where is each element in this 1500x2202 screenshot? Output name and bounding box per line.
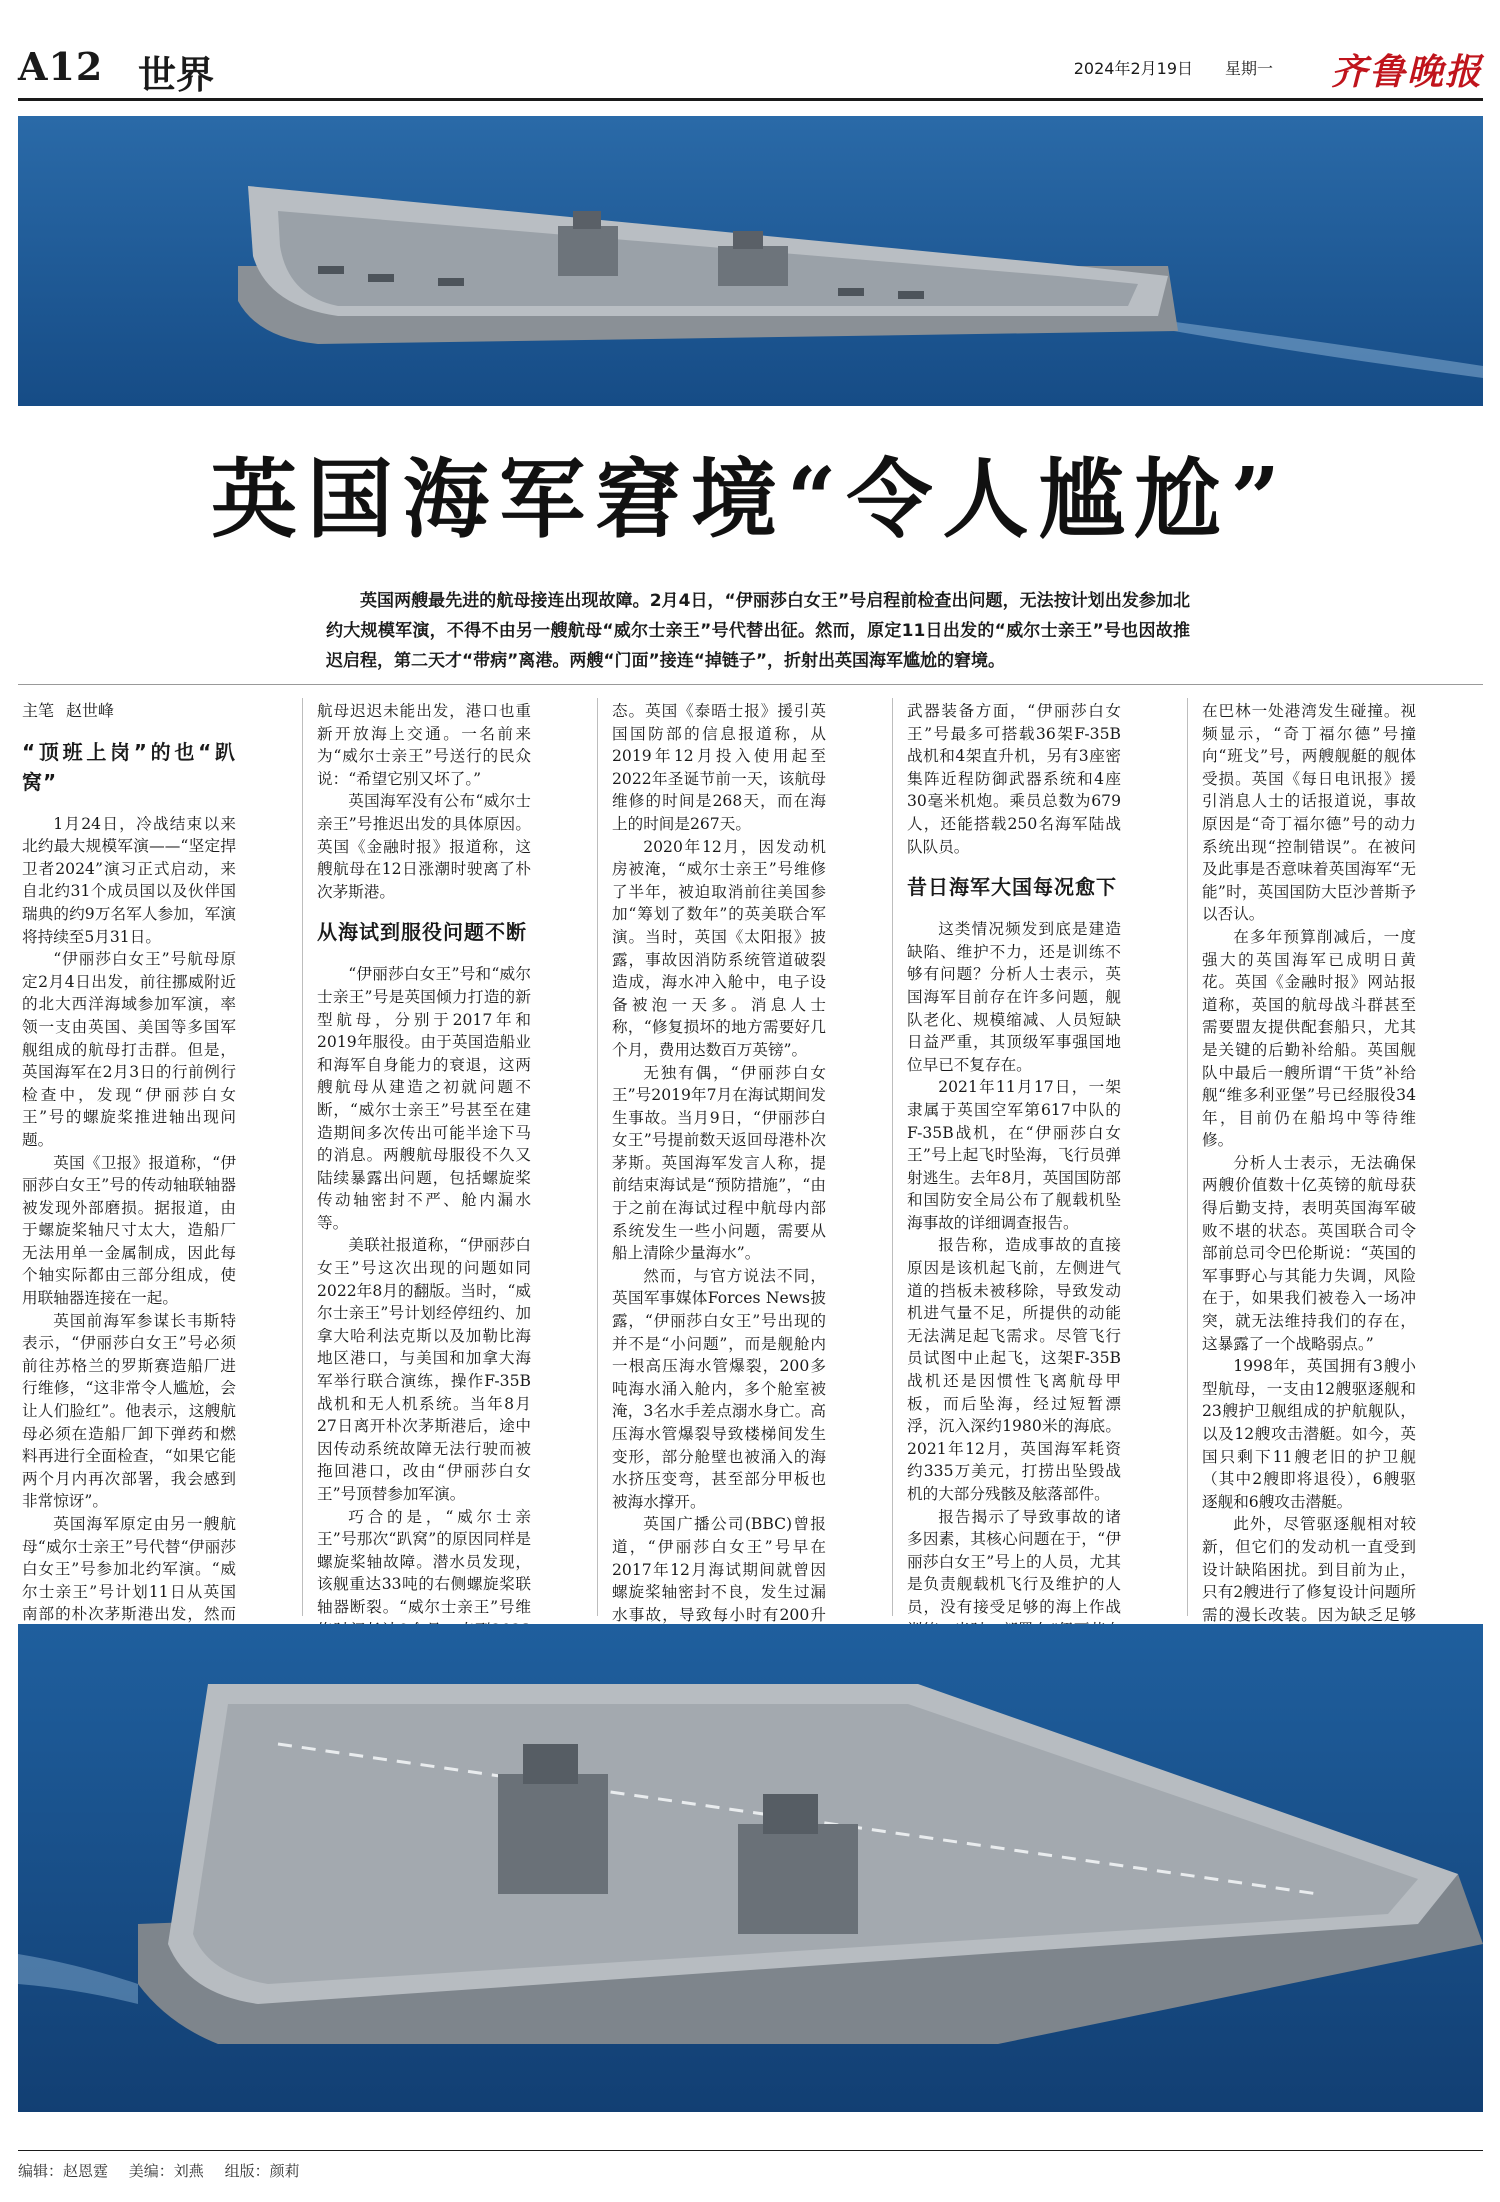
byline-name: 赵世峰 [66, 701, 115, 720]
body-paragraph: 报告称，造成事故的直接原因是该机起飞前，左侧进气道的挡板未被移除，导致发动机进气量不足，所提供的动能无法满足起飞需求。尽管飞行员试图中止起飞，这架F-35B战机还是因惯性飞离航母甲板，而后坠海，经过短暂漂浮，沉入深约1980米的海底。2021年12月，英国海军耗资约335万美元，打捞出坠毁战机的大部分残骸及舷落部件。 [907, 1236, 1121, 1503]
body-paragraph: “伊丽莎白女王”号和“威尔士亲王”号是英国倾力打造的新型航母，分别于2017年和2019年服役。由于英国造船业和海军自身能力的衰退，这两艘航母从建造之初就问题不断，“威尔士亲王”号甚至在建造期间多次传出可能半途下马的消息。两艘航母服役不久又陆续暴露出问题，包括螺旋桨传动轴密封不严、舱内漏水等。 [317, 965, 531, 1232]
lead-paragraph: 英国两艘最先进的航母接连出现故障。2月4日，“伊丽莎白女王”号启程前检查出问题，无法按计划出发参加北约大规模军演，不得不由另一艘航母“威尔士亲王”号代替出征。然而，原定11日出发的“威尔士亲王”号也因故推迟启程，第二天才“带病”离港。两艘“门面”接连“掉链子”，折射出英国海军尴尬的窘境。 [326, 591, 1190, 671]
column-divider [1187, 698, 1188, 1616]
body-paragraph: 1998年，英国拥有3艘小型航母，一支由12艘驱逐舰和23艘护卫舰组成的护航舰队，以及12艘攻击潜艇。如今，英国只剩下11艘老旧的护卫舰（其中2艘即将退役），6艘驱逐舰和6艘攻击潜艇。 [1202, 1357, 1416, 1511]
body-rule [18, 684, 1483, 685]
column-divider [892, 698, 893, 1616]
body-paragraph: 报告揭示了导致事故的诸多因素，其核心问题在于，“伊丽莎白女王”号上的人员，尤其是负责舰载机飞行及维护的人员，没有接受足够的海上作战 [907, 1507, 1121, 1616]
column-divider [597, 698, 598, 1616]
body-paragraph: 这类情况频发到底是建造缺陷、维护不力，还是训练不够有问题？分析人士表示，英国海军目前存在许多问题，舰队老化、规模缩减、人员短缺日益严重，其顶级军事强国地位早已不复存在。 [907, 920, 1121, 1074]
body-paragraph: 在多年预算削减后，一度强大的英国海军已成明日黄花。英国《金融时报》网站报道称，英国的航母战斗群甚至需要盟友提供配套船只，尤其是关键的后勤补给船。英国舰队中最后一艘所谓“干货”补给舰“维多利亚堡”号已经服役34年，目前仍在船坞中等待维修。 [1202, 927, 1416, 1150]
section-subhead: “顶班上岗”的也“趴窝” [22, 739, 236, 794]
issue-weekday: 星期一 [1224, 59, 1273, 78]
body-paragraph: 2021年11月17日，一架隶属于英国空军第617中队的F-35B战机，在“伊丽莎白女王”号上起飞时坠海，飞行员弹射逃生。去年8月，英国国防部和国防安全局公布了舰载机坠海事故的详细调查报告。 [907, 1078, 1121, 1232]
body-paragraph: 在巴林一处港湾发生碰撞。视频显示，“奇丁福尔德”号撞向“班戈”号，两艘舰艇的舰体受损。英国《每日电讯报》援引消息人士的话报道说，事故原因是“奇丁福尔德”号的动力系统出现“控制错误”。在被问及此事是否意味着英国海军“无能”时，英国国防大臣沙普斯予以否认。 [1202, 702, 1416, 924]
carrier-photo-top [18, 116, 1483, 406]
byline-label: 主笔 [22, 701, 55, 720]
body-paragraph: 2020年12月，因发动机房被淹，“威尔士亲王”号维修了半年，被迫取消前往美国参加“筹划了数年”的英美联合军演。当时，英国《太阳报》披露，事故因消防系统管道破裂造成，海水冲入舱中，电子设备被泡一天多。消息人士称，“修复损坏的地方需要好几个月，费用达数百万英镑”。 [612, 837, 826, 1059]
page-headline: 英国海军窘境“令人尴尬” [211, 449, 1290, 550]
credit-art: 美编：刘燕 [128, 2162, 204, 2180]
body-paragraph: 英国海军原定由另一艘航母“威尔士亲王”号代替“伊丽莎白女王”号参加北约军演。“威尔士亲王”号计划11日从英国南部的朴次茅斯港出发，然而 [22, 1515, 236, 1624]
body-paragraph: 分析人士表示，无法确保两艘价值数十亿英镑的航母获得后勤支持，表明英国海军破败不堪的状态。英国联合司令部前总司令巴伦斯说：“英国的军事野心与其能力失调，风险在于，如果我们被卷入一场冲突，就无法维持我们的存在，这暴露了一个战略弱点。” [1202, 1153, 1416, 1353]
credit-layout: 组版：颜莉 [224, 2162, 300, 2180]
section-subhead: 从海试到服役问题不断 [317, 920, 527, 945]
body-paragraph: 英国前海军参谋长韦斯特表示，“伊丽莎白女王”号必须前往苏格兰的罗斯赛造船厂进行维修，“这非常令人尴尬，会让人们脸红”。他表示，这艘航母必须在造船厂卸下弹药和燃料再进行全面检查，“如果它能两个月内再次部署，我会感到非常惊讶”。 [22, 1311, 236, 1511]
newspaper-masthead: 齐鲁晚报 [1330, 51, 1483, 93]
footer-rule [18, 2150, 1483, 2151]
column-divider [302, 698, 303, 1616]
body-paragraph: 1月24日，冷战结束以来北约最大规模军演——“坚定捍卫者2024”演习正式启动，来自北约31个成员国以及伙伴国瑞典的约9万名军人参加，军演将持续至5月31日。 [22, 814, 236, 946]
body-paragraph: 武器装备方面，“伊丽莎白女王”号最多可搭载36架F-35B战机和4架直升机，另有3座密集阵近程防御武器系统和4座30毫米机炮。乘员总数为679人，还能搭载250名海军陆战队队员。 [907, 702, 1121, 856]
body-paragraph: 美联社报道称，“伊丽莎白女王”号这次出现的问题如同2022年8月的翻版。当时，“威尔士亲王”号计划经停纽约、加拿大哈利法克斯以及加勒比海地区港口，与美国和加拿大海军举行联合演练，操作F-35B战机和无人机系统。当年8月27日离开朴次茅斯港后，途中因传动系统故障无法行驶而被拖回港口，改由“伊丽莎白女王”号顶替参加军演。 [317, 1236, 531, 1503]
body-paragraph: 巧合的是，“威尔士亲王”号那次“趴窝”的原因同样是螺旋桨轴故障。潜水员发现，该舰重达33吨的右侧螺旋桨联轴器断裂。“威尔士亲王”号维 [317, 1507, 531, 1616]
body-paragraph: “伊丽莎白女王”号航母原定2月4日出发，前往挪威附近的北大西洋海域参加军演，率领一支由英国、美国等多国军舰组成的航母打击群。但是，英国海军在2月3日的行前例行检查中，发现“伊丽莎白女王”号的螺旋桨推进轴出现问题。 [22, 950, 236, 1149]
body-paragraph: 态。英国《泰晤士报》援引英国国防部的信息报道称，从2019年12月投入使用起至2022年圣诞节前一天，该航母维修的时间是268天，而在海上的时间是267天。 [612, 702, 826, 833]
section-name: 世界 [138, 52, 215, 97]
carrier-photo-bottom [18, 1624, 1483, 2112]
body-paragraph: 航母迟迟未能出发，港口也重新开放海上交通。一名前来为“威尔士亲王”号送行的民众说：“希望它别又坏了。” [317, 702, 531, 788]
page-header [18, 44, 1483, 96]
page-code: A12 [18, 44, 104, 89]
body-paragraph: 英国广播公司(BBC)曾报道，“伊丽莎白女王”号早在2017年12月海试期间就曾因螺旋桨轴密封不良，发生过漏水事故，导致每小时有200升 [612, 1515, 826, 1624]
issue-date: 2024年2月19日 [1073, 59, 1193, 78]
body-paragraph: 此外，尽管驱逐舰相对较新，但它们的发动机一直受到设计缺陷困扰。到目前为止，只有2艘进行了修复设计问题所需的漫长改装。因为缺乏足够 [1202, 1515, 1416, 1624]
body-paragraph: 英国《卫报》报道称，“伊丽莎白女王”号的传动轴联轴器被发现外部磨损。据报道，由于螺旋桨轴尺寸太大，造船厂无法用单一金属制成，因此每个轴实际都由三部分组成，使用联轴器连接在一起。 [22, 1153, 236, 1308]
page-credits [18, 2160, 316, 2181]
credit-editor: 编辑：赵恩霆 [18, 2162, 109, 2180]
body-paragraph: 然而，与官方说法不同，英国军事媒体Forces News披露，“伊丽莎白女王”号出现的并不是“小问题”，而是舰舱内一根高压海水管爆裂，200多吨海水涌入舱内，多个舱室被淹，3名水手差点溺水身亡。高压海水管爆裂导致楼梯间发生变形，部分舱壁也被涌入的海水挤压变弯，甚至部分甲板也被海水撑开。 [612, 1266, 826, 1511]
section-subhead: 昔日海军大国每况愈下 [907, 875, 1117, 900]
body-paragraph: 无独有偶，“伊丽莎白女王”号2019年7月在海试期间发生事故。当月9日，“伊丽莎白女王”号提前数天返回母港朴次茅斯。英国海军发言人称，提前结束海试是“预防措施”，“由于之前在海试过程中航母内部系统发生一些小问题，需要从船上清除少量海水”。 [612, 1063, 826, 1263]
byline [22, 700, 236, 723]
header-rule [18, 98, 1483, 101]
body-paragraph: 英国海军没有公布“威尔士亲王”号推迟出发的具体原因。英国《金融时报》报道称，这艘航母在12日涨潮时驶离了朴次茅斯港。 [317, 792, 531, 901]
